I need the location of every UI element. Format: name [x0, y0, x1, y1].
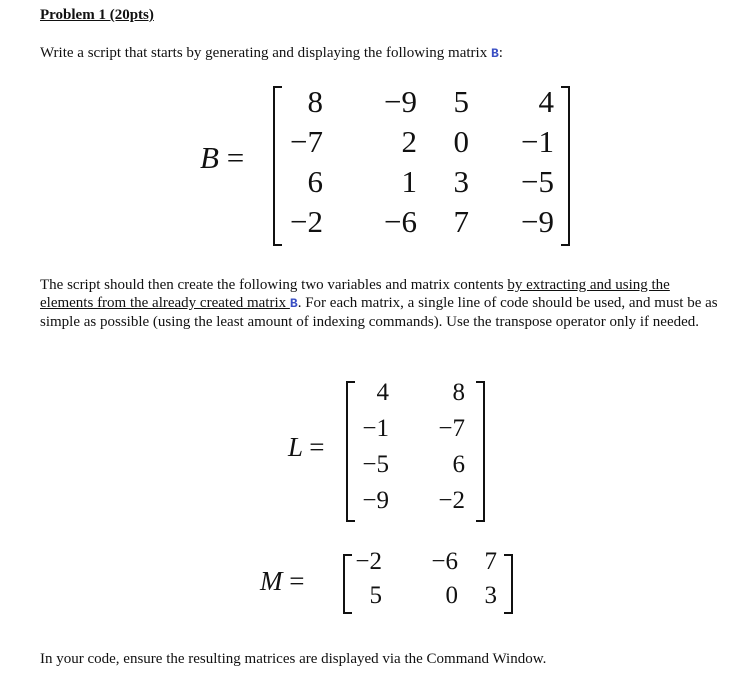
matrix-b-cell-r3-c2: 1 — [401, 164, 417, 199]
matrix-b-cell-r4-c2: −6 — [384, 204, 417, 239]
matrix-b-cell-r2-c3: 0 — [453, 124, 469, 159]
matrix-b-cell-r1-c1: 8 — [307, 84, 323, 119]
matrix-b-right-bracket — [561, 86, 570, 246]
matrix-l-cell-r4-c2: −2 — [438, 487, 465, 514]
matrix-l-label — [288, 432, 325, 463]
matrix-l-cell-r1-c2: 8 — [452, 379, 465, 406]
matrix-b-cell-r1-c2: −9 — [384, 84, 417, 119]
matrix-b-cell-r4-c4: −9 — [521, 204, 554, 239]
matrix-l-cell-r1-c1: 4 — [376, 379, 389, 406]
matrix-l-right-bracket — [476, 381, 485, 522]
instructions-text-2: . For each matrix, a single line of code should be used, and must be as simple as possible (using the least amount of indexing commands). Use the transpose operator only if needed. — [40, 295, 718, 330]
matrix-m-cell-r1-c3: 7 — [484, 548, 497, 575]
matrix-b-symbol: B — [200, 140, 219, 175]
matrix-m-right-bracket — [504, 554, 513, 614]
matrix-b-cell-r3-c4: −5 — [521, 164, 554, 199]
matrix-l-cell-r2-c2: −7 — [438, 415, 465, 442]
matrix-m-cell-r2-c1: 5 — [369, 582, 382, 609]
matrix-b-label — [200, 140, 244, 176]
matrix-m-equals: = — [289, 566, 305, 596]
matrix-l-cell-r2-c1: −1 — [362, 415, 389, 442]
matrix-l-equals: = — [309, 432, 325, 462]
matrix-m-symbol: M — [260, 566, 283, 596]
matrix-b-cell-r4-c3: 7 — [453, 204, 469, 239]
matrix-b-cell-r2-c2: 2 — [401, 124, 417, 159]
matrix-m-label — [260, 566, 304, 597]
matrix-b-cell-r4-c1: −2 — [290, 204, 323, 239]
matrix-m-cell-r2-c2: 0 — [445, 582, 458, 609]
matrix-b-cell-r1-c4: 4 — [538, 84, 554, 119]
matrix-l-symbol: L — [288, 432, 303, 462]
closing-paragraph: In your code, ensure the resulting matrices are displayed via the Command Window. — [40, 651, 547, 667]
instructions-paragraph — [40, 276, 722, 331]
matrix-b-cell-r3-c1: 6 — [307, 164, 323, 199]
matrix-b-equals: = — [226, 140, 245, 175]
matrix-b-code-ref: B — [490, 46, 499, 61]
instructions-text-1: The script should then create the following two variables and matrix contents — [40, 277, 508, 293]
matrix-b-cell-r2-c4: −1 — [521, 124, 554, 159]
intro-paragraph — [40, 44, 720, 63]
matrix-m-cell-r1-c2: −6 — [431, 548, 458, 575]
matrix-m-cell-r1-c1: −2 — [355, 548, 382, 575]
instructions-underlined: by extracting and using the elements from the already created matrix — [40, 277, 670, 311]
matrix-b-cell-r3-c3: 3 — [453, 164, 469, 199]
matrix-l-cell-r3-c2: 6 — [452, 451, 465, 478]
matrix-b-code-ref-2: B — [289, 296, 298, 311]
intro-colon: : — [498, 45, 503, 61]
matrix-l-cell-r4-c1: −9 — [362, 487, 389, 514]
matrix-b-cell-r1-c3: 5 — [453, 84, 469, 119]
matrix-l-cell-r3-c1: −5 — [362, 451, 389, 478]
matrix-b-cell-r2-c1: −7 — [290, 124, 323, 159]
matrix-m-cell-r2-c3: 3 — [484, 582, 497, 609]
problem-heading: Problem 1 (20pts) — [40, 7, 154, 23]
intro-text: Write a script that starts by generating and displaying the following matrix — [40, 45, 491, 61]
